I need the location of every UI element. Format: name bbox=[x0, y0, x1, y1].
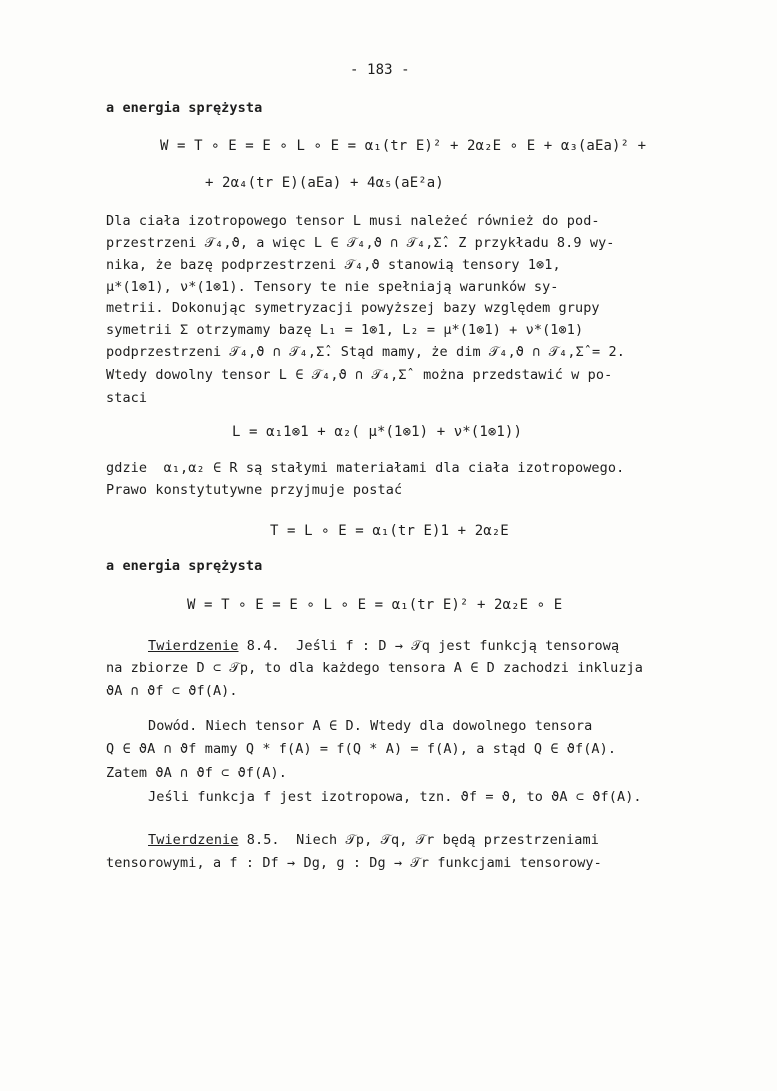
text-line: przestrzeni 𝒯₄,ϑ, a więc L ∈ 𝒯₄,ϑ ∩ 𝒯₄,Σ̂. Z przykładu 8.9 wy- bbox=[106, 235, 615, 251]
text-line: tensorowymi, a f : Df → Dg, g : Dg → 𝒯r funkcjami tensorowy- bbox=[106, 855, 602, 871]
text-line: Wtedy dowolny tensor L ∈ 𝒯₄,ϑ ∩ 𝒯₄,Σ̂ można przedstawić w po- bbox=[106, 367, 613, 383]
text-line: Zatem ϑA ∩ ϑf ⊂ ϑf(A). bbox=[106, 765, 288, 781]
text-line: staci bbox=[106, 390, 148, 406]
text-line: Dla ciała izotropowego tensor L musi należeć również do pod- bbox=[106, 213, 600, 229]
theorem-text: 8.4. Jeśli f : D → 𝒯q jest funkcją tensorową bbox=[238, 638, 620, 654]
text-line: Prawo konstytutywne przyjmuje postać bbox=[106, 482, 403, 498]
theorem-text: 8.5. Niech 𝒯p, 𝒯q, 𝒯r będą przestrzeniami bbox=[238, 832, 599, 848]
theorem-label: Twierdzenie bbox=[148, 638, 239, 654]
text-line: Jeśli funkcja f jest izotropowa, tzn. ϑf = ϑ, to ϑA ⊂ ϑf(A). bbox=[148, 789, 642, 805]
equation-line: L = α₁1⊗1 + α₂( μ*(1⊗1) + ν*(1⊗1)) bbox=[232, 424, 522, 440]
text-line: ϑA ∩ ϑf ⊂ ϑf(A). bbox=[106, 683, 238, 699]
theorem-8-4-line bbox=[148, 637, 619, 655]
page-number: - 183 - bbox=[350, 62, 410, 78]
text-line: symetrii Σ otrzymamy bazę L₁ = 1⊗1, L₂ = μ*(1⊗1) + ν*(1⊗1) bbox=[106, 322, 584, 338]
text-line: metrii. Dokonując symetryzacji powyższej bazy względem grupy bbox=[106, 300, 600, 316]
theorem-label: Twierdzenie bbox=[148, 832, 239, 848]
text-line: podprzestrzeni 𝒯₄,ϑ ∩ 𝒯₄,Σ̂. Stąd mamy, że dim 𝒯₄,ϑ ∩ 𝒯₄,Σ̂ = 2. bbox=[106, 344, 625, 360]
theorem-8-5-line bbox=[148, 831, 599, 849]
text-line: Dowód. Niech tensor A ∈ D. Wtedy dla dowolnego tensora bbox=[148, 718, 593, 734]
text-line: gdzie α₁,α₂ ∈ R są stałymi materiałami dla ciała izotropowego. bbox=[106, 460, 625, 476]
text-line: nika, że bazę podprzestrzeni 𝒯₄,ϑ stanowią tensory 1⊗1, bbox=[106, 257, 561, 273]
text-line: a energia sprężysta bbox=[106, 558, 263, 574]
equation-line: W = T ∘ E = E ∘ L ∘ E = α₁(tr E)² + 2α₂E ∘ E bbox=[187, 597, 563, 613]
equation-line: T = L ∘ E = α₁(tr E)1 + 2α₂E bbox=[270, 523, 509, 539]
text-line: na zbiorze D ⊂ 𝒯p, to dla każdego tensora A ∈ D zachodzi inkluzja bbox=[106, 660, 644, 676]
text-line: μ*(1⊗1), ν*(1⊗1). Tensory te nie spełniają warunków sy- bbox=[106, 279, 559, 295]
text-line: a energia sprężysta bbox=[106, 100, 263, 116]
text-line: Q ∈ ϑA ∩ ϑf mamy Q * f(A) = f(Q * A) = f(A), a stąd Q ∈ ϑf(A). bbox=[106, 741, 617, 757]
equation-line: W = T ∘ E = E ∘ L ∘ E = α₁(tr E)² + 2α₂E ∘ E + α₃(aEa)² + bbox=[160, 138, 647, 154]
equation-line: + 2α₄(tr E)(aEa) + 4α₅(aE²a) bbox=[205, 175, 444, 191]
